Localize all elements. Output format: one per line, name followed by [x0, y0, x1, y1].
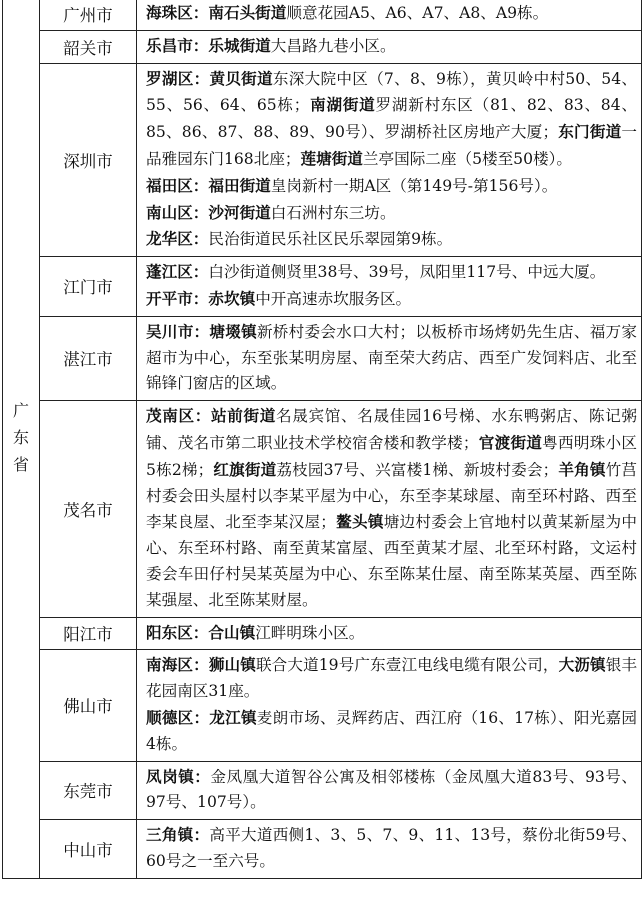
district-line — [146, 33, 637, 60]
area-description: 江畔明珠小区。 — [255, 623, 365, 642]
district-line — [146, 200, 637, 227]
area-detail-cell — [137, 257, 642, 317]
city-cell: 阳江市 — [40, 617, 137, 650]
table-row — [3, 401, 642, 617]
district-line — [146, 403, 637, 613]
area-name-bold: 莲塘街道 — [300, 148, 363, 168]
table-row — [3, 820, 642, 879]
district-line — [146, 652, 637, 705]
area-description: 东深大院中区（7、8、9栋），黄贝岭中村50、54、55、56、64、65栋； — [146, 69, 637, 115]
area-description: 竹莒村委会田头屋村以李某平屋为中心，东至李某球屋、南至环村路、西至李某良屋、北至李某汉屋； — [146, 460, 637, 532]
area-description: 白沙街道侧贤里38号、39号，凤阳里117号、中远大厦。 — [208, 263, 606, 282]
area-name-bold: 赤坎镇 — [208, 288, 256, 308]
table-row — [3, 617, 642, 650]
district-line — [146, 286, 637, 313]
area-name-bold: 龙华区： — [146, 229, 209, 249]
area-detail-cell — [137, 820, 642, 879]
area-description: 罗湖新村东区（81、82、83、84、85、86、87、88、89、90号）、罗湖桥社区房地产大厦； — [146, 96, 637, 142]
district-line — [146, 0, 637, 27]
city-cell: 中山市 — [40, 820, 137, 879]
area-name-bold: 茂南区： — [146, 406, 211, 426]
area-description: 荔枝园37号、兴富楼1梯、新坡村委会； — [276, 460, 559, 479]
area-name-bold: 福田街道 — [208, 175, 271, 195]
city-cell: 深圳市 — [40, 63, 137, 257]
risk-area-table — [2, 0, 642, 879]
table-row — [3, 63, 642, 257]
area-name-bold: 阳东区： — [146, 622, 209, 642]
district-line — [146, 319, 637, 397]
area-description: 中开高速赤坎服务区。 — [255, 289, 412, 308]
area-name-bold: 东门街道 — [558, 122, 622, 142]
area-name-bold: 官渡街道 — [478, 432, 543, 452]
area-description: 金凤凰大道智谷公寓及相邻楼栋（金凤凰大道83号、93号、97号、107号）。 — [146, 767, 637, 812]
district-line — [146, 226, 637, 253]
area-name-bold: 三角镇： — [146, 825, 210, 845]
area-description: 顺意花园A5、A6、A7、A8、A9栋。 — [286, 4, 549, 22]
area-name-bold: 南湖街道 — [309, 95, 376, 115]
area-name-bold: 黄贝街道 — [209, 68, 273, 88]
area-name-bold: 塘㙍镇 — [209, 321, 257, 341]
city-cell: 广州市 — [40, 0, 137, 30]
area-description: 一品雅园东门168北座； — [146, 123, 637, 168]
area-detail-cell — [137, 650, 642, 761]
area-description: 银丰花园南区31座。 — [146, 656, 637, 701]
city-cell: 江门市 — [40, 257, 137, 317]
area-name-bold: 吴川市： — [146, 321, 210, 341]
district-line — [146, 173, 637, 200]
area-description: 粤西明珠小区5栋2梯； — [146, 433, 637, 479]
area-name-bold: 站前街道 — [210, 406, 276, 426]
area-name-bold: 南石头街道 — [208, 3, 287, 22]
area-name-bold: 合山镇 — [208, 622, 256, 642]
area-name-bold: 罗湖区： — [146, 68, 210, 88]
table-row — [3, 316, 642, 400]
city-cell: 佛山市 — [40, 650, 137, 761]
area-description: 麦朗市场、灵辉药店、西江府（16、17栋）、阳光嘉园4栋。 — [146, 708, 637, 753]
area-detail-cell — [137, 617, 642, 650]
area-description: 大昌路九巷小区。 — [270, 36, 396, 55]
area-name-bold: 顺德区： — [146, 707, 210, 727]
district-line — [146, 66, 637, 173]
province-label: 广东省 — [12, 401, 29, 475]
table-row — [3, 0, 642, 30]
table-row — [3, 257, 642, 317]
area-description: 皇岗新村一期A区（第149号-第156号）。 — [270, 176, 558, 195]
area-name-bold: 狮山镇 — [208, 655, 256, 675]
city-cell: 韶关市 — [40, 30, 137, 63]
area-detail-cell — [137, 30, 642, 63]
area-name-bold: 乐昌市： — [146, 35, 209, 55]
table-row — [3, 650, 642, 761]
area-name-bold: 红旗街道 — [213, 459, 277, 479]
area-name-bold: 鳌头镇 — [335, 512, 384, 532]
area-description: 高平大道西侧1、3、5、7、9、11、13号，蔡份北街59号、60号之一至六号。 — [146, 826, 637, 870]
table-row — [3, 761, 642, 820]
table-row — [3, 30, 642, 63]
area-name-bold: 蓬江区： — [146, 262, 209, 282]
district-line — [146, 259, 637, 286]
area-detail-cell — [137, 316, 642, 400]
area-name-bold: 开平市： — [146, 288, 209, 308]
area-description: 新桥村委会水口大村；以板桥市场烤奶先生店、福万家超市为中心，东至张某明房屋、南至荣大药店、西至广发饲料店、北至锦锋门窗店的区域。 — [146, 322, 637, 393]
area-description: 白石洲村东三坊。 — [270, 203, 396, 222]
area-name-bold: 海珠区： — [146, 3, 209, 22]
area-detail-cell — [137, 761, 642, 820]
table-body — [3, 0, 642, 878]
area-detail-cell — [137, 0, 642, 30]
district-line — [146, 705, 637, 758]
area-name-bold: 沙河街道 — [208, 202, 271, 222]
city-cell: 湛江市 — [40, 316, 137, 400]
city-cell: 茂名市 — [40, 401, 137, 617]
area-description: 联合大道19号广东壹江电线电缆有限公司， — [255, 656, 559, 675]
area-name-bold: 福田区： — [146, 175, 209, 195]
city-cell: 东莞市 — [40, 761, 137, 820]
district-line — [146, 764, 637, 817]
area-detail-cell — [137, 63, 642, 257]
area-description: 民治街道民乐社区民乐翠园第9栋。 — [208, 230, 453, 249]
area-name-bold: 乐城街道 — [208, 35, 271, 55]
district-line — [146, 620, 637, 647]
area-name-bold: 南海区： — [146, 655, 209, 675]
area-name-bold: 凤岗镇： — [146, 766, 211, 786]
area-description: 兰亭国际二座（5楼至50楼）。 — [362, 149, 572, 168]
area-name-bold: 龙江镇 — [209, 707, 257, 727]
area-detail-cell — [137, 401, 642, 617]
province-cell — [3, 0, 40, 878]
area-description: 名晟宾馆、名晟佳园16号梯、水东鸭粥店、陈记粥铺、茂名市第二职业技术学校宿舍楼和教学楼； — [146, 407, 637, 452]
area-description: 塘边村委会上官地村以黄某新屋为中心、东至环村路、南至黄某富屋、西至黄某才屋、北至环村路，文运村委会车田仔村吴某英屋为中心、东至陈某仕屋、南至陈某英屋、西至陈某强屋、北至陈某财屋。 — [146, 513, 637, 609]
area-name-bold: 羊角镇 — [558, 459, 606, 479]
district-line — [146, 822, 637, 875]
area-name-bold: 南山区： — [146, 202, 209, 222]
area-name-bold: 大沥镇 — [558, 655, 606, 675]
